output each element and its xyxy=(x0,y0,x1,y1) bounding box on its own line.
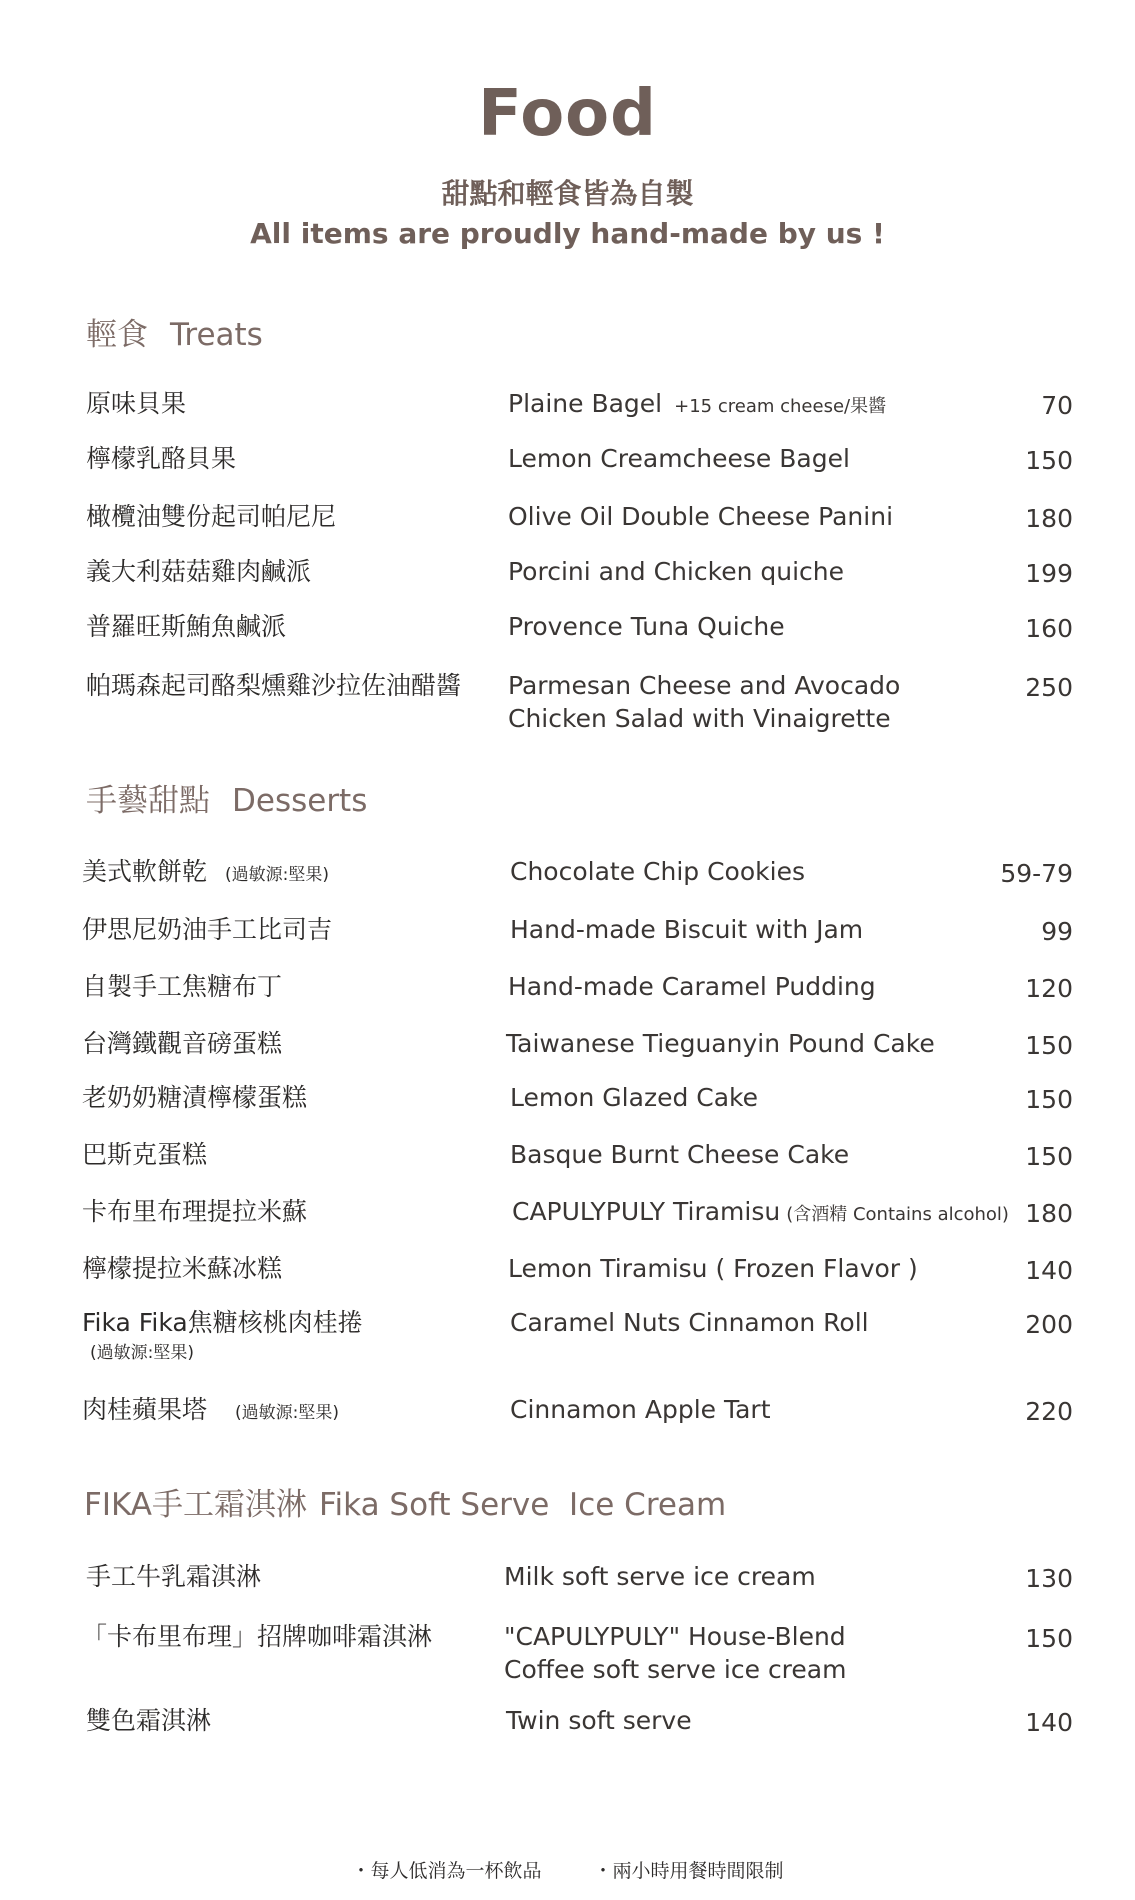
time-limit-note: ・兩小時用餐時間限制 xyxy=(593,1860,784,1882)
item-price: 140 xyxy=(1025,1708,1073,1737)
item-name-zh: 普羅旺斯鮪魚鹹派 xyxy=(86,612,287,641)
footer-notes xyxy=(0,1856,1135,1883)
subtitle-chinese: 甜點和輕食皆為自製 xyxy=(441,177,694,210)
item-name-zh: 巴斯克蛋糕 xyxy=(82,1140,208,1169)
item-name-en: Hand-made Caramel Pudding xyxy=(508,972,876,1001)
item-price: 99 xyxy=(1041,917,1073,946)
item-name-en: Chocolate Chip Cookies xyxy=(510,857,805,886)
item-name-zh: 手工牛乳霜淇淋 xyxy=(86,1562,262,1591)
section-title-treats xyxy=(86,317,263,353)
item-price: 250 xyxy=(1025,673,1073,702)
item-name-en: Olive Oil Double Cheese Panini xyxy=(508,502,894,531)
item-price: 220 xyxy=(1025,1397,1073,1426)
item-name-en-line1: Parmesan Cheese and Avocado xyxy=(508,671,901,700)
minimum-order-note: ・每人低消為一杯飲品 xyxy=(351,1860,542,1882)
item-name-en: Caramel Nuts Cinnamon Roll xyxy=(510,1308,869,1337)
item-name-zh-text: 美式軟餅乾 xyxy=(82,857,208,886)
allergen-note: (過敏源:堅果) xyxy=(235,1403,340,1423)
item-price: 70 xyxy=(1041,391,1073,420)
item-name-zh: 卡布里布理提拉米蘇 xyxy=(82,1197,308,1226)
item-name-en-line1: "CAPULYPULY" House-Blend xyxy=(504,1622,846,1651)
item-price: 160 xyxy=(1025,614,1073,643)
item-name-en: Lemon Glazed Cake xyxy=(510,1083,759,1112)
item-price: 140 xyxy=(1025,1256,1073,1285)
item-name-en: Porcini and Chicken quiche xyxy=(508,557,844,586)
item-name-en-text: Plaine Bagel xyxy=(508,389,663,418)
item-name-zh: 伊思尼奶油手工比司吉 xyxy=(82,915,333,944)
section-title-en: Treats xyxy=(170,317,263,353)
item-name-en-text: CAPULYPULY Tiramisu xyxy=(512,1197,781,1226)
item-price: 150 xyxy=(1025,1085,1073,1114)
item-price: 59-79 xyxy=(1000,859,1073,888)
item-name-zh: 義大利菇菇雞肉鹹派 xyxy=(86,557,312,586)
item-price: 120 xyxy=(1025,974,1073,1003)
section-title-en: Fika Soft Serve Ice Cream xyxy=(318,1487,727,1523)
item-name-en: Cinnamon Apple Tart xyxy=(510,1395,771,1424)
item-name-en: Basque Burnt Cheese Cake xyxy=(510,1140,850,1169)
item-name-en xyxy=(508,669,900,735)
alcohol-note: (含酒精 Contains alcohol) xyxy=(786,1204,1009,1225)
item-name-en: Lemon Tiramisu ( Frozen Flavor ) xyxy=(508,1254,918,1283)
section-title-zh: FIKA手工霜淇淋 xyxy=(84,1487,307,1523)
item-name-zh: 雙色霜淇淋 xyxy=(86,1706,212,1735)
subtitle-english: All items are proudly hand-made by us ! xyxy=(250,217,885,250)
item-name-en: Provence Tuna Quiche xyxy=(508,612,785,641)
section-title-desserts xyxy=(86,783,368,819)
item-name-zh: 檸檬提拉米蘇冰糕 xyxy=(82,1254,283,1283)
item-name-zh xyxy=(82,1397,339,1422)
item-name-en: Twin soft serve xyxy=(506,1706,692,1735)
item-name-zh: 「卡布里布理」招牌咖啡霜淇淋 xyxy=(82,1622,433,1651)
item-name-zh: 原味貝果 xyxy=(86,389,187,418)
item-name-zh: 橄欖油雙份起司帕尼尼 xyxy=(86,502,337,531)
item-name-zh-text: Fika Fika焦糖核桃肉桂捲 xyxy=(82,1308,363,1337)
item-name-zh: 台灣鐵觀音磅蛋糕 xyxy=(82,1029,283,1058)
item-name-zh: 自製手工焦糖布丁 xyxy=(82,972,283,1001)
allergen-note: (過敏源:堅果) xyxy=(225,865,330,885)
item-price: 150 xyxy=(1025,1031,1073,1060)
item-name-zh: 老奶奶糖漬檸檬蛋糕 xyxy=(82,1083,308,1112)
item-name-zh: 帕瑪森起司酪梨燻雞沙拉佐油醋醬 xyxy=(86,671,462,700)
item-price: 150 xyxy=(1025,1142,1073,1171)
item-name-zh xyxy=(82,1310,363,1362)
item-price: 180 xyxy=(1025,1199,1073,1228)
page-title: Food xyxy=(478,77,657,151)
item-name-zh: 檸檬乳酪貝果 xyxy=(86,444,237,473)
item-name-en-line2: Coffee soft serve ice cream xyxy=(504,1655,847,1684)
item-price: 150 xyxy=(1025,1624,1073,1653)
item-name-en: Taiwanese Tieguanyin Pound Cake xyxy=(506,1029,935,1058)
item-name-en xyxy=(508,387,886,423)
item-price: 200 xyxy=(1025,1310,1073,1339)
item-name-zh-text: 肉桂蘋果塔 xyxy=(82,1395,208,1424)
item-price: 180 xyxy=(1025,504,1073,533)
item-name-en xyxy=(504,1620,846,1686)
item-price: 199 xyxy=(1025,559,1073,588)
allergen-note: (過敏源:堅果) xyxy=(90,1343,194,1363)
section-title-zh: 輕食 xyxy=(86,317,148,353)
item-name-en: Lemon Creamcheese Bagel xyxy=(508,444,850,473)
item-option-note: +15 cream cheese/果醬 xyxy=(674,396,887,417)
section-title-zh: 手藝甜點 xyxy=(86,783,210,819)
item-name-en-line2: Chicken Salad with Vinaigrette xyxy=(508,704,891,733)
section-title-en: Desserts xyxy=(232,783,368,819)
item-name-en xyxy=(512,1195,1009,1231)
item-price: 150 xyxy=(1025,446,1073,475)
item-name-zh xyxy=(82,859,329,884)
item-name-en: Milk soft serve ice cream xyxy=(504,1562,816,1591)
section-title-ice-cream xyxy=(84,1487,727,1523)
item-name-en: Hand-made Biscuit with Jam xyxy=(510,915,864,944)
item-price: 130 xyxy=(1025,1564,1073,1593)
